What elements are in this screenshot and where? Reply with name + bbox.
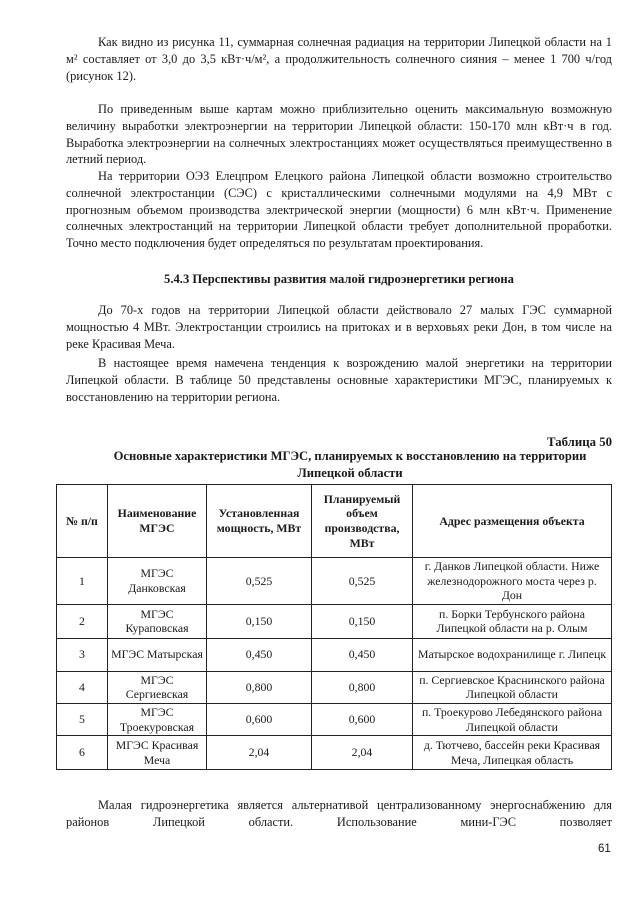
- cell-installed-capacity: 0,800: [207, 671, 312, 703]
- cell-number: 3: [57, 638, 108, 671]
- table-row: [57, 703, 612, 735]
- cell-planned-volume: 0,150: [312, 604, 413, 638]
- header-planned-volume: Планируемый объем производства, МВт: [312, 485, 413, 558]
- header-number: № п/п: [57, 485, 108, 558]
- cell-number: 1: [57, 558, 108, 605]
- cell-planned-volume: 0,800: [312, 671, 413, 703]
- cell-planned-volume: 0,525: [312, 558, 413, 605]
- cell-address: Матырское водохранилище г. Липецк: [413, 638, 612, 671]
- page-number: 61: [598, 843, 611, 855]
- hydro-stations-table: [56, 484, 612, 770]
- cell-installed-capacity: 2,04: [207, 736, 312, 770]
- cell-number: 6: [57, 736, 108, 770]
- cell-installed-capacity: 0,450: [207, 638, 312, 671]
- paragraph-hydro-trend: В настоящее время намечена тенденция к возрождению малой энергетики на территории Липецкой области. В таблице 50 представлены основные характеристики МГЭС, планируемых к восстановлению на территории региона.: [66, 356, 612, 404]
- cell-name: МГЭС Кураповская: [108, 604, 207, 638]
- header-address: Адрес размещения объекта: [413, 485, 612, 558]
- table-row: [57, 558, 612, 605]
- cell-name: МГЭС Троекуровская: [108, 703, 207, 735]
- table-row: [57, 671, 612, 703]
- cell-name: МГЭС Сергиевская: [108, 671, 207, 703]
- cell-address: п. Борки Тербунского района Липецкой области на р. Олым: [413, 604, 612, 638]
- table-caption: Основные характеристики МГЭС, планируемых к восстановлению на территории Липецкой области: [113, 449, 587, 480]
- paragraph-closing: Малая гидроэнергетика является альтернативой централизованному энергоснабжению для районов Липецкой области. Использование мини-ГЭС позволяет: [66, 798, 612, 829]
- cell-address: п. Сергиевское Краснинского района Липецкой области: [413, 671, 612, 703]
- cell-installed-capacity: 0,600: [207, 703, 312, 735]
- paragraph-solar-estimate: По приведенным выше картам можно приблизительно оценить максимальную возможную величину выработки электроэнергии на территории Липецкой области: 150-170 млн кВт·ч в год. Выработка электроэнергии на солнечных электростанциях может осуществляться преимущественно в летний период.: [66, 102, 612, 167]
- cell-installed-capacity: 0,525: [207, 558, 312, 605]
- table-row: [57, 736, 612, 770]
- table-header-row: [57, 485, 612, 558]
- cell-address: п. Троекурово Лебедянского района Липецкой области: [413, 703, 612, 735]
- cell-planned-volume: 0,600: [312, 703, 413, 735]
- table-row: [57, 638, 612, 671]
- section-heading: 5.4.3 Перспективы развития малой гидроэнергетики региона: [164, 272, 514, 286]
- cell-number: 5: [57, 703, 108, 735]
- header-name: Наименование МГЭС: [108, 485, 207, 558]
- paragraph-hydro-history: До 70-х годов на территории Липецкой области действовало 27 малых ГЭС суммарной мощностью 4 МВт. Электростанции строились на притоках и в верховьях реки Дон, в том числе на реке Красивая Меча.: [66, 303, 612, 351]
- cell-address: д. Тютчево, бассейн реки Красивая Меча, Липецкая область: [413, 736, 612, 770]
- paragraph-solar-radiation: Как видно из рисунка 11, суммарная солнечная радиация на территории Липецкой области на 1 м² составляет от 3,0 до 3,5 кВт·ч/м², а продолжительность солнечного сияния – менее 1 700 ч/год (рисунок 12).: [66, 35, 612, 83]
- table-row: [57, 604, 612, 638]
- cell-number: 4: [57, 671, 108, 703]
- header-installed-capacity: Установленная мощность, МВт: [207, 485, 312, 558]
- cell-planned-volume: 0,450: [312, 638, 413, 671]
- cell-planned-volume: 2,04: [312, 736, 413, 770]
- cell-number: 2: [57, 604, 108, 638]
- paragraph-solar-station: На территории ОЭЗ Елецпром Елецкого района Липецкой области возможно строительство солнечной электростанции (СЭС) с кристаллическими солнечными модулями на 4,9 МВт с прогнозным объемом производства электрической энергии (мощности) 6 млн кВт·ч. Применение солнечных электростанций на территории Липецкой области требует дополнительной проработки. Точно место подключения будет определяться по результатам проектирования.: [66, 169, 612, 251]
- cell-installed-capacity: 0,150: [207, 604, 312, 638]
- cell-name: МГЭС Красивая Меча: [108, 736, 207, 770]
- cell-name: МГЭС Матырская: [108, 638, 207, 671]
- table-number: Таблица 50: [546, 435, 612, 449]
- cell-name: МГЭС Данковская: [108, 558, 207, 605]
- cell-address: г. Данков Липецкой области. Ниже железнодорожного моста через р. Дон: [413, 558, 612, 605]
